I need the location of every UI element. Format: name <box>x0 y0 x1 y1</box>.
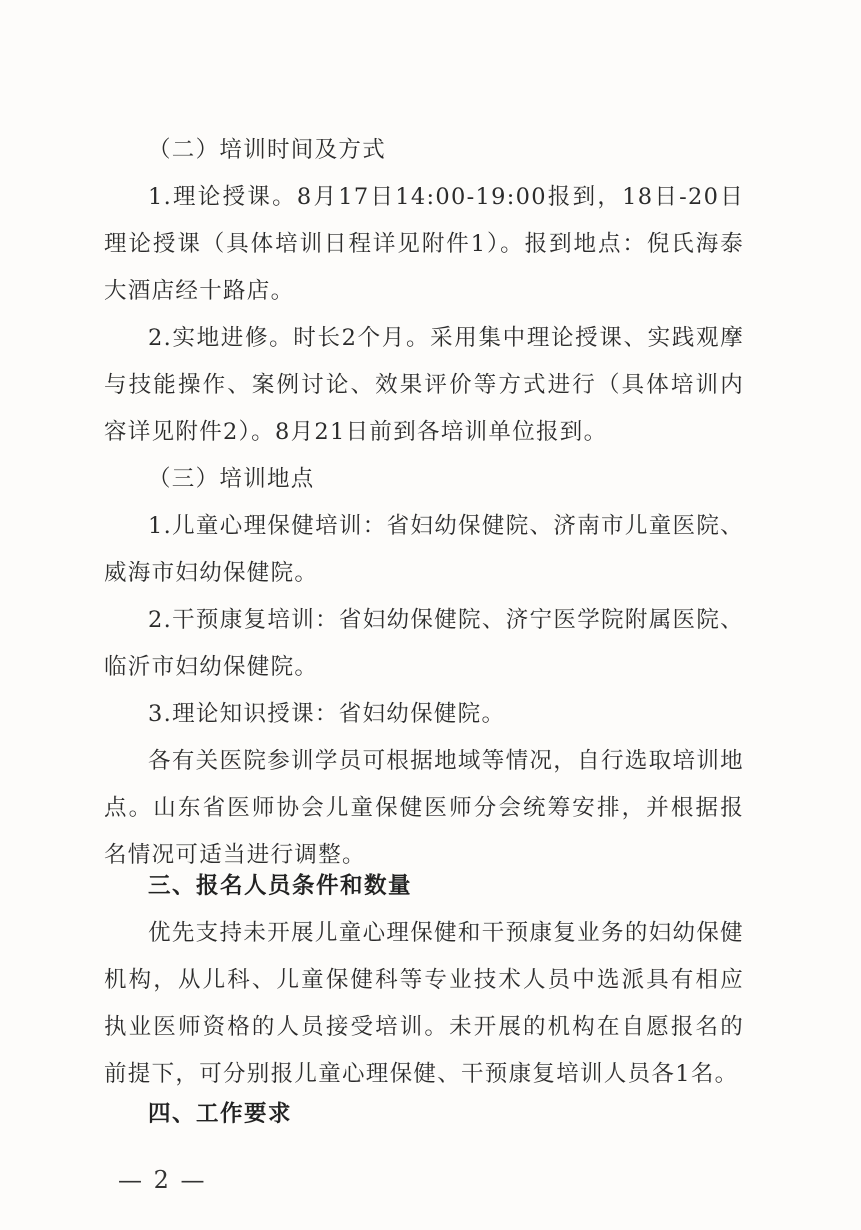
page-number: — 2 — <box>118 1166 207 1194</box>
paragraph-theory-lectures: 1.理论授课。8月17日14:00-19:00报到，18日-20日理论授课（具体培训日程详见附件1）。报到地点：倪氏海泰大酒店经十路店。 <box>104 184 744 304</box>
paragraph-enrollment-criteria: 优先支持未开展儿童心理保健和干预康复业务的妇幼保健机构，从儿科、儿童保健科等专业技术人员中选派具有相应执业医师资格的人员接受培训。未开展的机构在自愿报名的前提下，可分别报儿童心理保健、干预康复培训人员各1名。 <box>104 920 744 1087</box>
paragraph-child-psych-location: 1.儿童心理保健培训：省妇幼保健院、济南市儿童医院、威海市妇幼保健院。 <box>104 513 744 586</box>
paragraph-theory-location: 3.理论知识授课：省妇幼保健院。 <box>148 701 506 727</box>
paragraph-location-arrangement: 各有关医院参训学员可根据地域等情况，自行选取培训地点。山东省医师协会儿童保健医师分会统筹安排，并根据报名情况可适当进行调整。 <box>104 748 744 868</box>
subheading-training-location: （三）培训地点 <box>148 466 315 492</box>
heading-work-requirements: 四、工作要求 <box>148 1101 293 1127</box>
heading-enrollment-criteria: 三、报名人员条件和数量 <box>148 873 413 899</box>
paragraph-field-training: 2.实地进修。时长2个月。采用集中理论授课、实践观摩与技能操作、案例讨论、效果评价等方式进行（具体培训内容详见附件2）。8月21日前到各培训单位报到。 <box>104 325 744 445</box>
paragraph-intervention-location: 2.干预康复培训：省妇幼保健院、济宁医学院附属医院、临沂市妇幼保健院。 <box>104 607 744 680</box>
subheading-training-time: （二）培训时间及方式 <box>148 137 387 163</box>
